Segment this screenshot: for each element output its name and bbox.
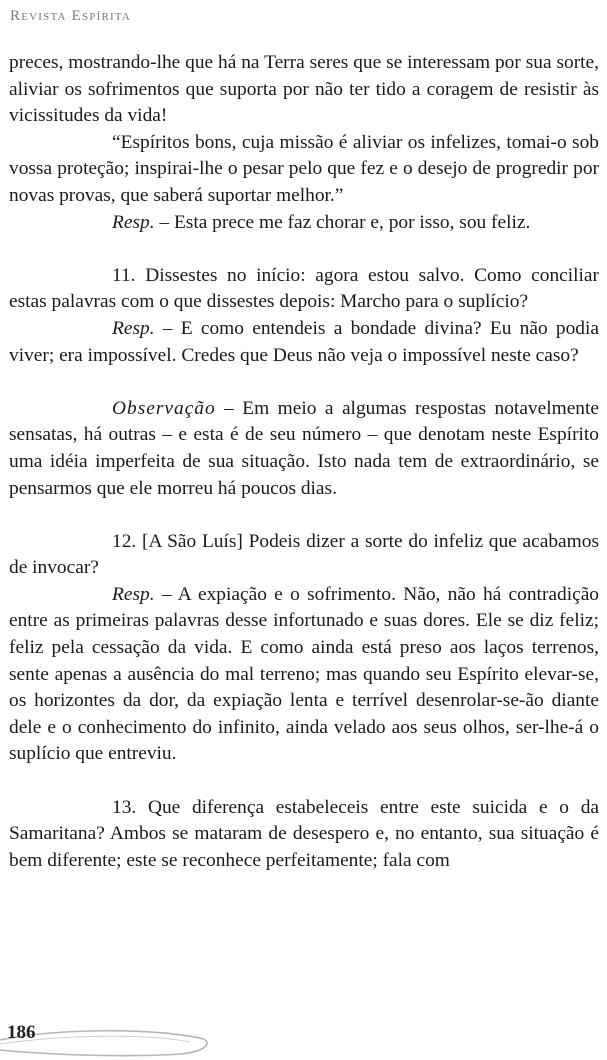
paragraph-question-11: 11. Dissestes no início: agora estou salvo. Como conciliar estas palavras com o que dissestes depois: Marcho para o suplício? — [9, 264, 599, 313]
response-label: Resp. — [112, 583, 155, 605]
page-body — [9, 50, 599, 874]
running-header: Revista Espírita — [10, 8, 132, 24]
observation-label: Observação — [112, 397, 216, 419]
paragraph-continuation: preces, mostrando-lhe que há na Terra seres que se interessam por sua sorte, aliviar os sofrimentos que suporta por não ter tido a coragem de resistir às vicissitudes da vida! — [9, 52, 599, 127]
paragraph-response: Resp. – E como entendeis a bondade divina? Eu não podia viver; era impossível. Credes que Deus não veja o impossível neste caso? — [9, 317, 599, 366]
footer-swoosh-ornament — [0, 1020, 260, 1060]
paragraph-response: Resp. – A expiação e o sofrimento. Não, não há contradição entre as primeiras palavras desse infortunado e suas dores. Ele se diz feliz; feliz pela cessação da vida. E como ainda está preso aos laços terrenos, sente apenas a ausência do mal terreno; mas quando seu Espírito elevar-se, os horizontes da dor, da expiação lenta e terrível desenrolar-se-ão diante dele e o conhecimento do infinito, ainda velado aos seus olhos, ser-lhe-á o suplício que entreviu. — [9, 583, 599, 765]
paragraph-question-12: 12. [A São Luís] Podeis dizer a sorte do infeliz que acabamos de invocar? — [9, 530, 599, 579]
page-footer — [0, 1020, 607, 1060]
paragraph-question-13: 13. Que diferença estabeleceis entre este suicida e o da Samaritana? Ambos se mataram de desespero e, no entanto, sua situação é bem diferente; este se reconhece perfeitamente; fala com — [9, 796, 599, 871]
paragraph-response: Resp. – Esta prece me faz chorar e, por isso, sou feliz. — [112, 211, 531, 233]
response-label: Resp. — [112, 317, 155, 339]
response-label: Resp. — [112, 211, 155, 233]
paragraph-observation: Observação – Em meio a algumas respostas notavelmente sensatas, há outras – e esta é de seu número – que denotam neste Espírito uma idéia imperfeita de sua situação. Isto nada tem de extraordinário, se pensarmos que ele morreu há poucos dias. — [9, 397, 599, 499]
paragraph-prayer: “Espíritos bons, cuja missão é aliviar os infelizes, tomai-o sob vossa proteção; inspirai-lhe o pesar pelo que fez e o desejo de progredir por novas provas, que saberá suportar melhor.” — [9, 131, 599, 206]
page-number: 186 — [7, 1022, 36, 1043]
